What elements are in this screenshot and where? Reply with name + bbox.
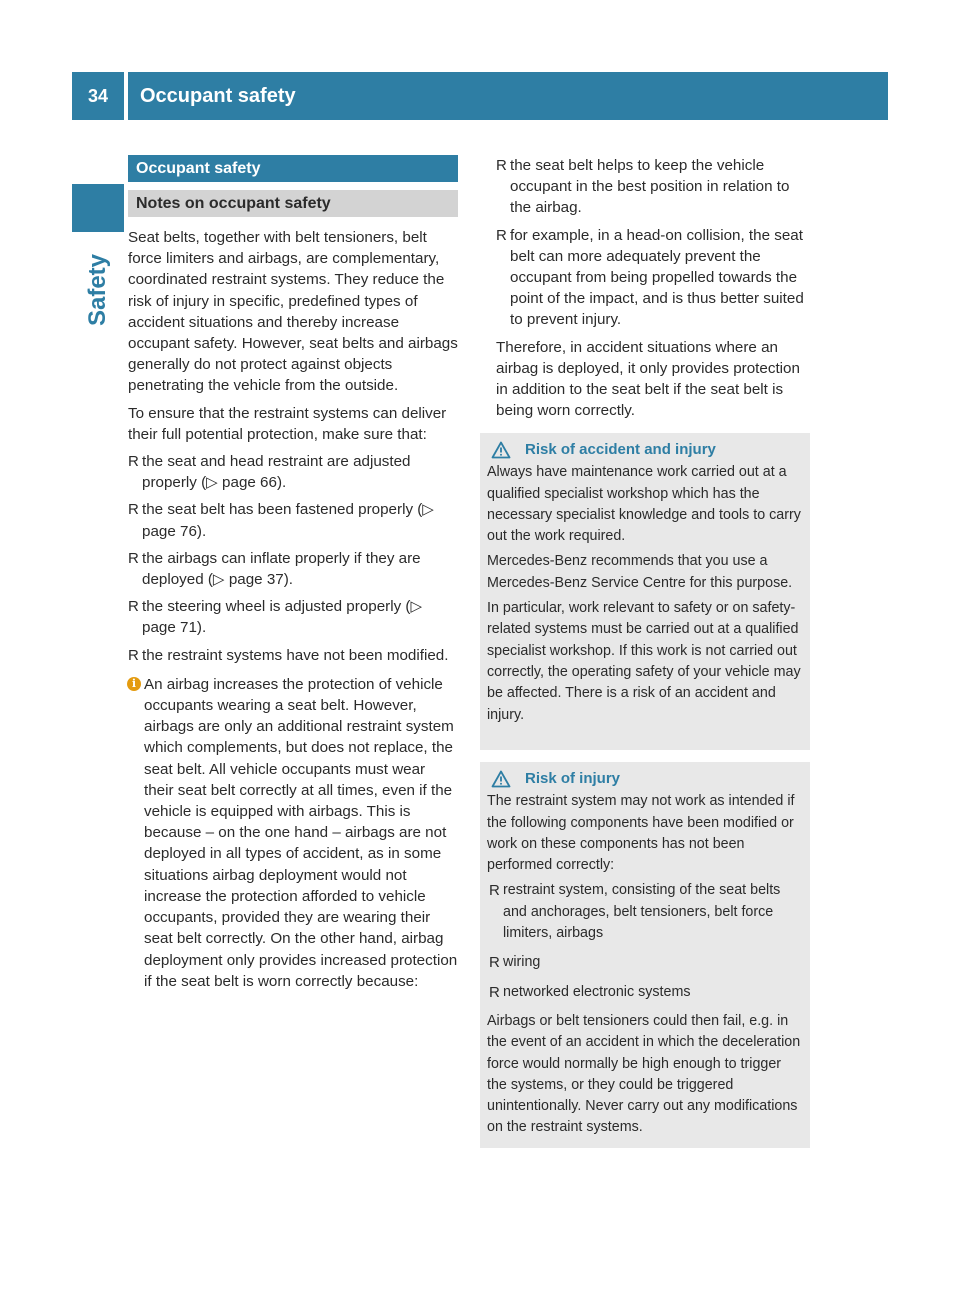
- info-note: [128, 674, 458, 992]
- left-column: [128, 155, 458, 992]
- page-header-title: Occupant safety: [128, 72, 888, 120]
- side-tab: [72, 240, 124, 340]
- bullet-icon: R: [489, 954, 500, 972]
- list-item: [128, 596, 458, 638]
- warning-paragraph: Airbags or belt tensioners could then fail, e.g. in the event of an accident in which the deceleration force would normally be high enough to trigger the systems, or they could be triggered unintentionally. Never carry out any modifications on the restraint systems.: [487, 1012, 801, 1136]
- list-item-text: the restraint systems have not been modified.: [142, 646, 449, 664]
- list-item-text: the seat belt has been fastened properly (▷ page 76).: [142, 501, 434, 540]
- side-tab-label: Safety: [84, 253, 112, 327]
- list-item-text: wiring: [503, 954, 541, 971]
- warning-box-accident: [480, 433, 810, 750]
- list-item-text: the airbags can inflate properly if they are deployed (▷ page 37).: [142, 549, 421, 589]
- list-item: [128, 548, 458, 590]
- bullet-icon: R: [128, 501, 139, 519]
- list-item: [487, 880, 803, 944]
- warning-paragraph: In particular, work relevant to safety or on safety-related systems must be carried out at a qualified specialist workshop. If this work is not carried out correctly, the operating safety of your vehicle may be affected. There is a risk of an accident and injury.: [487, 600, 801, 723]
- list-item-text: networked electronic systems: [503, 983, 691, 1000]
- bullet-icon: R: [489, 983, 500, 1001]
- list-item: [496, 225, 812, 331]
- warning-box-injury: [480, 762, 810, 1148]
- subsection-title: Notes on occupant safety: [128, 190, 458, 217]
- list-item-text: the seat and head restraint are adjusted properly (▷ page 66).: [142, 453, 411, 492]
- bullet-icon: R: [128, 646, 139, 664]
- intro-paragraph: Seat belts, together with belt tensioners, belt force limiters and airbags, are complementary, coordinated restraint systems. They reduce the risk of injury in specific, predefined types of accident situations and thereby increase occupant safety. However, seat belts and airbags generally do not protect against objects penetrating the vehicle from the outside.: [128, 229, 458, 395]
- info-icon: i: [127, 677, 141, 691]
- list-item-text: the steering wheel is adjusted properly (▷ page 71).: [142, 598, 423, 637]
- page-number: 34: [72, 72, 124, 120]
- therefore-paragraph: Therefore, in accident situations where an airbag is deployed, it only provides protection in addition to the seat belt if the seat belt is being worn correctly.: [496, 338, 800, 420]
- list-item: [128, 451, 458, 493]
- warning-triangle-icon: [491, 441, 511, 459]
- warning-heading: [487, 768, 803, 789]
- warning-paragraph: Mercedes-Benz recommends that you use a Mercedes-Benz Service Centre for this purpose.: [487, 553, 793, 591]
- warning-heading: [487, 439, 803, 460]
- warning-triangle-icon: [491, 770, 511, 788]
- list-item-text: restraint system, consisting of the seat belts and anchorages, belt tensioners, belt force limiters, airbags: [503, 882, 781, 942]
- list-item-text: the seat belt helps to keep the vehicle occupant in the best position in relation to the airbag.: [510, 157, 790, 217]
- bullet-icon: R: [128, 453, 139, 471]
- list-item: [496, 155, 812, 219]
- list-item: [128, 499, 458, 541]
- warning-title: Risk of injury: [525, 770, 621, 787]
- right-column: [496, 155, 812, 427]
- side-tab-block: [72, 184, 124, 232]
- section-title: Occupant safety: [128, 155, 458, 182]
- list-item: [128, 645, 458, 666]
- bullet-icon: R: [496, 226, 507, 244]
- ensure-paragraph: To ensure that the restraint systems can deliver their full potential protection, make sure that:: [128, 404, 447, 443]
- list-item-text: for example, in a head-on collision, the seat belt can more adequately prevent the occupant from being propelled towards the point of the impact, and is thus better suited to prevent injury.: [510, 226, 804, 329]
- info-note-text: An airbag increases the protection of vehicle occupants wearing a seat belt. However, airbags are only an additional restraint system which complements, but does not replace, the seat belt. All vehicle occupants must wear their seat belt correctly at all times, even if the vehicle is equipped with airbags. This is because – on the one hand – airbags are not deployed in all types of accident, as in some situations airbag deployment would not increase the protection afforded to vehicle occupants, provided they are wearing their seat belt correctly. On the other hand, airbag deployment only provides increased protection if the seat belt is worn correctly because:: [144, 675, 458, 990]
- warning-title: Risk of accident and injury: [525, 441, 716, 458]
- bullet-icon: R: [489, 882, 500, 900]
- warning-paragraph: Always have maintenance work carried out at a qualified specialist workshop which has the necessary specialist knowledge and tools to carry out the work required.: [487, 464, 801, 545]
- bullet-icon: R: [128, 598, 139, 616]
- list-item: [487, 982, 803, 1003]
- bullet-icon: R: [496, 157, 507, 174]
- list-item: [487, 952, 803, 973]
- bullet-icon: R: [128, 549, 139, 567]
- warning-paragraph: The restraint system may not work as intended if the following components have been modified or work on these components has not been performed correctly:: [487, 793, 795, 874]
